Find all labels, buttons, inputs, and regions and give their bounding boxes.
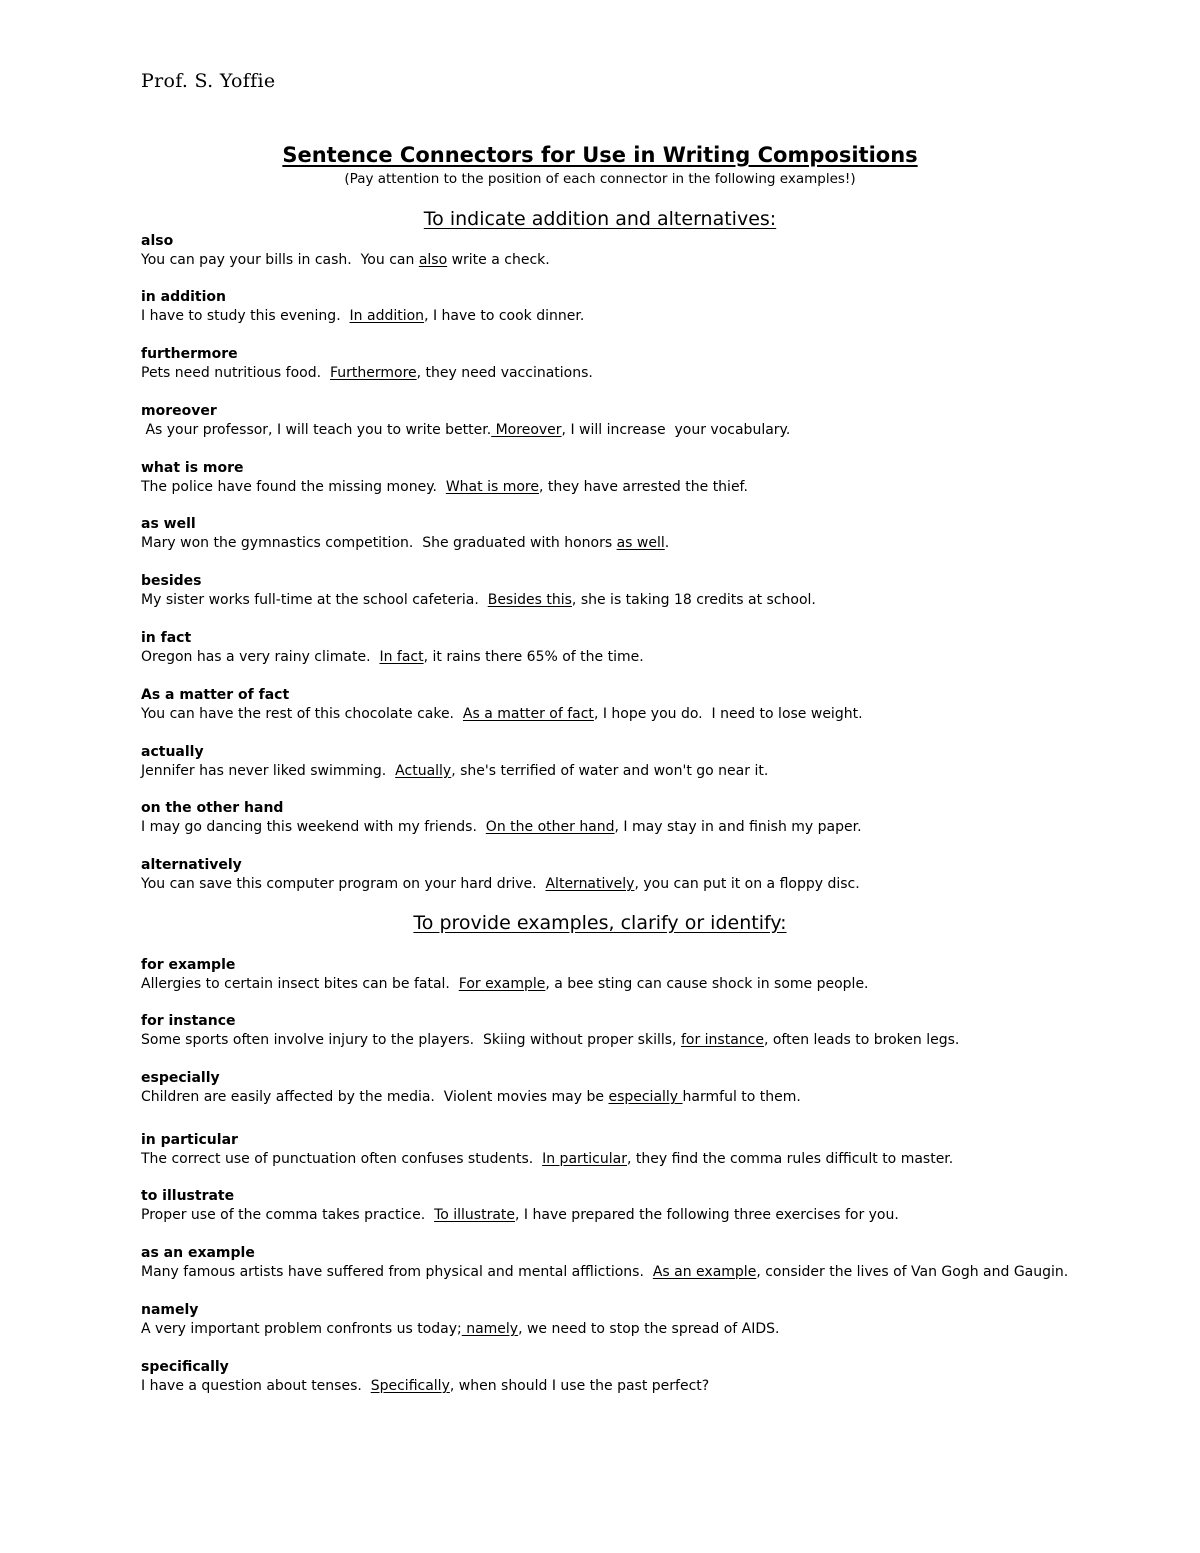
connector-entry [141,1012,1141,1050]
connector-term: in fact [141,630,192,646]
connector-highlight: In fact [379,649,424,665]
connector-highlight: especially [608,1089,683,1105]
example-sentence: You can save this computer program on your hard drive. Alternatively, you can put it on a floppy disc. [141,876,860,892]
connector-entry [141,345,1141,383]
connector-entry [141,402,1141,440]
connector-highlight: for instance [680,1032,764,1048]
connector-highlight: Specifically [370,1378,450,1394]
connector-term: namely [141,1302,199,1318]
connector-entry [141,1244,1141,1282]
connector-term: specifically [141,1359,229,1375]
example-sentence: Many famous artists have suffered from physical and mental afflictions. As an example, consider the lives of Van Gogh and Gaugin. [141,1264,1069,1280]
connector-term: also [141,233,174,249]
connector-highlight: As an example [652,1264,757,1280]
connector-entry [141,629,1141,667]
connector-term: moreover [141,403,217,419]
example-sentence: My sister works full-time at the school cafeteria. Besides this, she is taking 18 credits at school. [141,592,816,608]
connector-highlight: On the other hand [485,819,615,835]
connector-entry [141,1301,1141,1339]
connector-highlight: As a matter of fact [462,706,594,722]
connector-highlight: Actually [395,763,452,779]
connector-entry [141,956,1141,994]
connector-highlight: In addition [349,308,425,324]
author-name: Prof. S. Yoffie [141,70,276,92]
connector-highlight: Moreover [491,422,562,438]
connector-highlight: Besides this [487,592,572,608]
connector-highlight: What is more [445,479,539,495]
example-sentence: The correct use of punctuation often confuses students. In particular, they find the comma rules difficult to master. [141,1151,954,1167]
example-sentence: Pets need nutritious food. Furthermore, they need vaccinations. [141,365,593,381]
connector-highlight: Alternatively [545,876,635,892]
example-sentence: I have a question about tenses. Specifically, when should I use the past perfect? [141,1378,710,1394]
example-sentence: I have to study this evening. In addition, I have to cook dinner. [141,308,585,324]
connector-entry [141,459,1141,497]
connector-term: in addition [141,289,227,305]
connector-term: what is more [141,460,244,476]
example-sentence: I may go dancing this weekend with my friends. On the other hand, I may stay in and finish my paper. [141,819,862,835]
connector-term: especially [141,1070,220,1086]
section-heading-examples: To provide examples, clarify or identify: [413,912,787,934]
connector-entry [141,799,1141,837]
connector-entry [141,1358,1141,1396]
connector-term: besides [141,573,202,589]
connector-highlight: To illustrate [434,1207,516,1223]
connector-term: furthermore [141,346,238,362]
connector-entry [141,1187,1141,1225]
connector-entry [141,232,1141,270]
connector-entry [141,572,1141,610]
connector-highlight: Furthermore [329,365,417,381]
connector-highlight: In particular [542,1151,627,1167]
connector-term: in particular [141,1132,238,1148]
connector-term: As a matter of fact [141,687,290,703]
example-sentence: Some sports often involve injury to the players. Skiing without proper skills, for instance, often leads to broken legs. [141,1032,960,1048]
example-sentence: You can pay your bills in cash. You can also write a check. [141,252,550,268]
example-sentence: Mary won the gymnastics competition. She graduated with honors as well. [141,535,670,551]
connector-entry [141,515,1141,553]
example-sentence: Proper use of the comma takes practice. To illustrate, I have prepared the following three exercises for you. [141,1207,899,1223]
connector-entry [141,686,1141,724]
connector-term: on the other hand [141,800,284,816]
connector-highlight: namely [461,1321,519,1337]
example-sentence: The police have found the missing money. What is more, they have arrested the thief. [141,479,748,495]
connector-term: for example [141,957,236,973]
connector-term: as an example [141,1245,255,1261]
connector-term: as well [141,516,196,532]
connector-highlight: as well [616,535,665,551]
example-sentence: Oregon has a very rainy climate. In fact, it rains there 65% of the time. [141,649,644,665]
example-sentence: Allergies to certain insect bites can be fatal. For example, a bee sting can cause shock in some people. [141,976,869,992]
example-sentence: Jennifer has never liked swimming. Actually, she's terrified of water and won't go near it. [141,763,769,779]
connector-entry [141,856,1141,894]
connector-term: for instance [141,1013,236,1029]
example-sentence: A very important problem confronts us today; namely, we need to stop the spread of AIDS. [141,1321,780,1337]
connector-highlight: For example [458,976,546,992]
connector-entry [141,288,1141,326]
connector-entry [141,1069,1141,1107]
connector-term: alternatively [141,857,242,873]
connector-highlight: also [418,252,448,268]
connector-term: to illustrate [141,1188,235,1204]
connector-entry [141,1131,1141,1169]
example-sentence: As your professor, I will teach you to write better. Moreover, I will increase your vocabulary. [141,422,791,438]
document-subtitle: (Pay attention to the position of each connector in the following examples!) [344,171,856,187]
connector-entry [141,743,1141,781]
connector-term: actually [141,744,204,760]
example-sentence: Children are easily affected by the media. Violent movies may be especially harmful to them. [141,1089,801,1105]
example-sentence: You can have the rest of this chocolate cake. As a matter of fact, I hope you do. I need to lose weight. [141,706,863,722]
document-title: Sentence Connectors for Use in Writing Compositions [282,143,918,167]
section-heading-addition: To indicate addition and alternatives: [423,208,777,230]
